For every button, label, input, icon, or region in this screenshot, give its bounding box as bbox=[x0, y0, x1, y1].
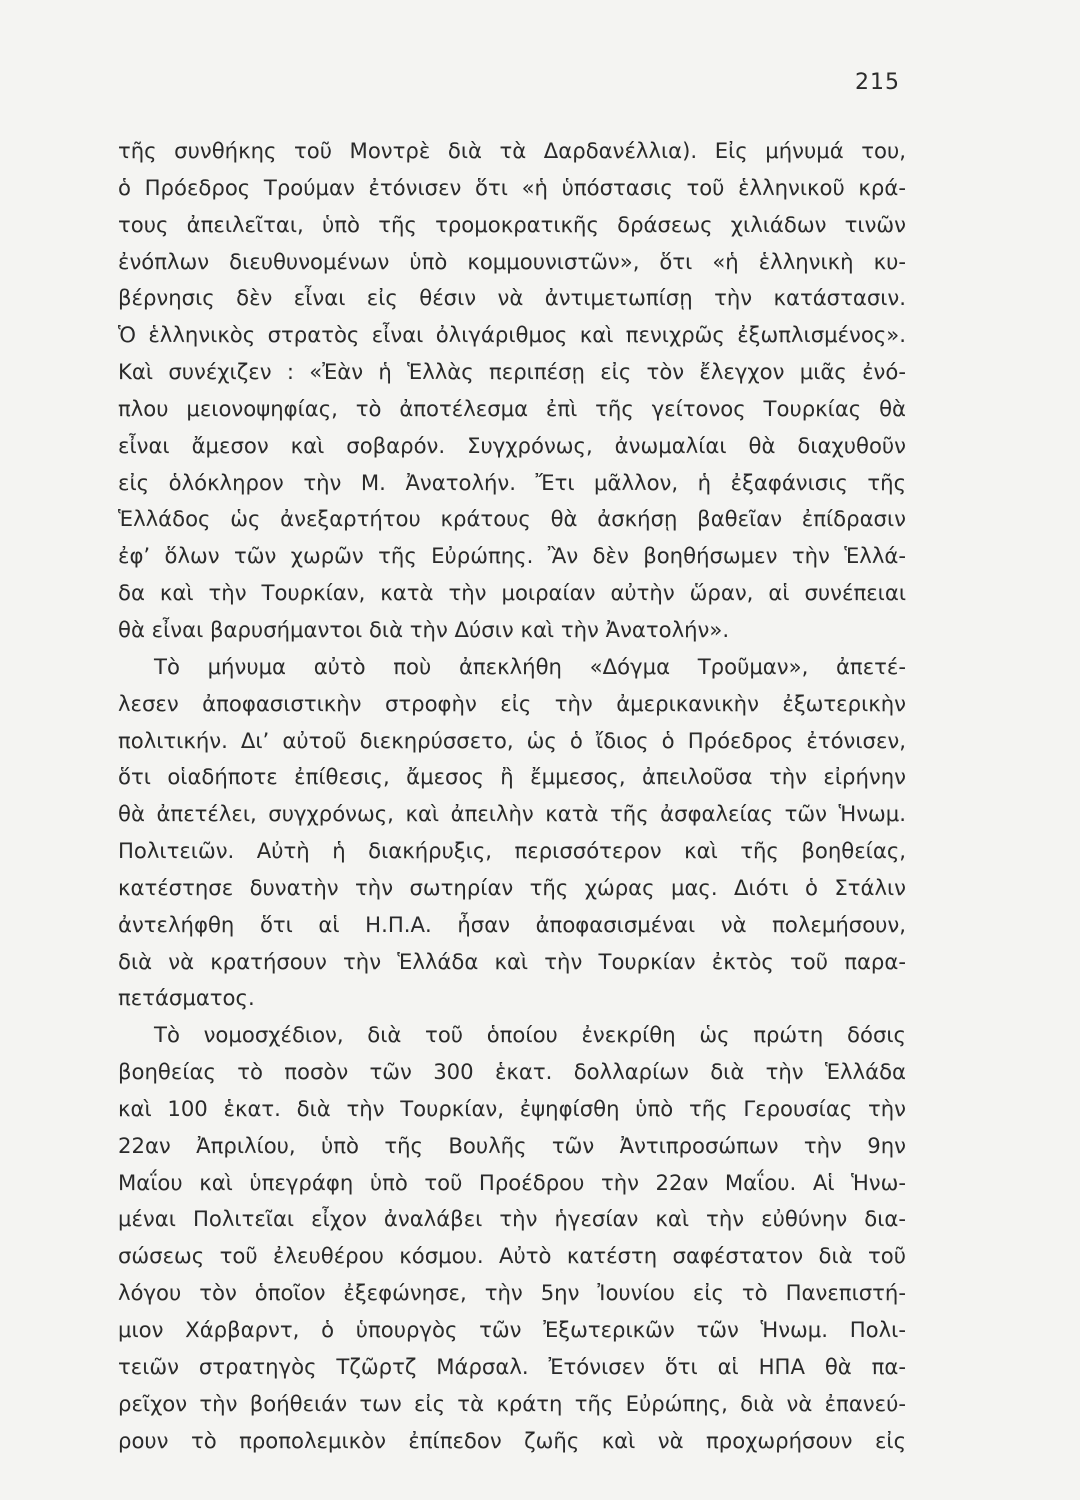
page-number: 215 bbox=[855, 70, 900, 95]
text-line: Μαΐου καὶ ὑπεγράφη ὑπὸ τοῦ Προέδρου τὴν 22αν Μαΐου. Αἱ Ἡνω- bbox=[118, 1169, 906, 1195]
text-line: Ὁ ἑλληνικὸς στρατὸς εἶναι ὀλιγάριθμος καὶ πενιχρῶς ἐξωπλισμένος». bbox=[118, 322, 906, 348]
text-line: Ἑλλάδος ὡς ἀνεξαρτήτου κράτους θὰ ἀσκήσῃ βαθεῖαν ἐπίδρασιν bbox=[118, 506, 906, 532]
text-line: ὁ Πρόεδρος Τρούμαν ἐτόνισεν ὅτι «ἡ ὑπόστασις τοῦ ἑλληνικοῦ κρά- bbox=[118, 174, 906, 200]
text-line: πετάσματος. bbox=[118, 985, 255, 1011]
text-line: τειῶν στρατηγὸς Τζῶρτζ Μάρσαλ. Ἐτόνισεν ὅτι αἱ ΗΠΑ θὰ πα- bbox=[118, 1353, 906, 1379]
text-line: τῆς συνθήκης τοῦ Μοντρὲ διὰ τὰ Δαρδανέλλια). Εἰς μήνυμά του, bbox=[118, 138, 906, 163]
text-line: καὶ 100 ἑκατ. διὰ τὴν Τουρκίαν, ἐψηφίσθη ὑπὸ τῆς Γερουσίας τὴν bbox=[118, 1095, 906, 1121]
text-line: θὰ εἶναι βαρυσήμαντοι διὰ τὴν Δύσιν καὶ τὴν Ἀνατολήν». bbox=[118, 616, 730, 642]
text-line: μέναι Πολιτεῖαι εἶχον ἀναλάβει τὴν ἡγεσίαν καὶ τὴν εὐθύνην δια- bbox=[118, 1206, 906, 1232]
body-text bbox=[118, 133, 906, 1459]
text-line: ὅτι οἱαδήποτε ἐπίθεσις, ἄμεσος ἢ ἔμμεσος, ἀπειλοῦσα τὴν εἰρήνην bbox=[118, 764, 906, 790]
text-line: Τὸ μήνυμα αὐτὸ ποὺ ἀπεκλήθη «Δόγμα Τροῦμαν», ἀπετέ- bbox=[154, 653, 906, 679]
text-line: ἀντελήφθη ὅτι αἱ Η.Π.Α. ἦσαν ἀποφασισμέναι νὰ πολεμήσουν, bbox=[118, 911, 906, 937]
text-line: πλου μειονοψηφίας, τὸ ἀποτέλεσμα ἐπὶ τῆς γείτονος Τουρκίας θὰ bbox=[118, 395, 906, 421]
text-line: κατέστησε δυνατὴν τὴν σωτηρίαν τῆς χώρας μας. Διότι ὁ Στάλιν bbox=[118, 874, 906, 900]
text-line: λόγου τὸν ὁποῖον ἐξεφώνησε, τὴν 5ην Ἰουνίου εἰς τὸ Πανεπιστή- bbox=[118, 1280, 906, 1306]
text-line: βέρνησις δὲν εἶναι εἰς θέσιν νὰ ἀντιμετωπίσῃ τὴν κατάστασιν. bbox=[118, 285, 906, 311]
text-line: εἶναι ἄμεσον καὶ σοβαρόν. Συγχρόνως, ἀνωμαλίαι θὰ διαχυθοῦν bbox=[118, 432, 906, 458]
text-line: ἐνόπλων διευθυνομένων ὑπὸ κομμουνιστῶν», ὅτι «ἡ ἑλληνικὴ κυ- bbox=[118, 248, 906, 274]
text-line: βοηθείας τὸ ποσὸν τῶν 300 ἑκατ. δολλαρίων διὰ τὴν Ἑλλάδα bbox=[118, 1059, 906, 1085]
text-line: ἐφ’ ὅλων τῶν χωρῶν τῆς Εὐρώπης. Ἂν δὲν βοηθήσωμεν τὴν Ἑλλά- bbox=[118, 543, 906, 569]
text-line: ρεῖχον τὴν βοήθειάν των εἰς τὰ κράτη τῆς Εὐρώπης, διὰ νὰ ἐπανεύ- bbox=[118, 1390, 906, 1416]
text-line: ρουν τὸ προπολεμικὸν ἐπίπεδον ζωῆς καὶ νὰ προχωρήσουν εἰς bbox=[118, 1427, 906, 1453]
text-line: διὰ νὰ κρατήσουν τὴν Ἑλλάδα καὶ τὴν Τουρκίαν ἐκτὸς τοῦ παρα- bbox=[118, 948, 906, 974]
text-line: λεσεν ἀποφασιστικὴν στροφὴν εἰς τὴν ἀμερικανικὴν ἐξωτερικὴν bbox=[118, 690, 906, 716]
text-line: Καὶ συνέχιζεν : «Ἐὰν ἡ Ἑλλὰς περιπέσῃ εἰς τὸν ἔλεγχον μιᾶς ἐνό- bbox=[118, 359, 906, 385]
text-line: σώσεως τοῦ ἐλευθέρου κόσμου. Αὐτὸ κατέστη σαφέστατον διὰ τοῦ bbox=[118, 1243, 906, 1269]
text-line: τους ἀπειλεῖται, ὑπὸ τῆς τρομοκρατικῆς δράσεως χιλιάδων τινῶν bbox=[118, 211, 906, 237]
text-line: Πολιτειῶν. Αὐτὴ ἡ διακήρυξις, περισσότερον καὶ τῆς βοηθείας, bbox=[118, 838, 906, 864]
text-line: μιον Χάρβαρντ, ὁ ὑπουργὸς τῶν Ἐξωτερικῶν τῶν Ἡνωμ. Πολι- bbox=[118, 1317, 906, 1342]
text-line: πολιτικήν. Δι’ αὐτοῦ διεκηρύσσετο, ὡς ὁ ἴδιος ὁ Πρόεδρος ἐτόνισεν, bbox=[118, 727, 906, 753]
text-line: εἰς ὁλόκληρον τὴν Μ. Ἀνατολήν. Ἔτι μᾶλλον, ἡ ἐξαφάνισις τῆς bbox=[118, 469, 906, 495]
text-line: Τὸ νομοσχέδιον, διὰ τοῦ ὁποίου ἐνεκρίθη ὡς πρώτη δόσις bbox=[154, 1022, 906, 1048]
text-line: θὰ ἀπετέλει, συγχρόνως, καὶ ἀπειλὴν κατὰ τῆς ἀσφαλείας τῶν Ἡνωμ. bbox=[118, 801, 906, 827]
text-line: 22αν Ἀπριλίου, ὑπὸ τῆς Βουλῆς τῶν Ἀντιπροσώπων τὴν 9ην bbox=[118, 1132, 906, 1158]
text-line: δα καὶ τὴν Τουρκίαν, κατὰ τὴν μοιραίαν αὐτὴν ὥραν, αἱ συνέπειαι bbox=[118, 580, 906, 606]
